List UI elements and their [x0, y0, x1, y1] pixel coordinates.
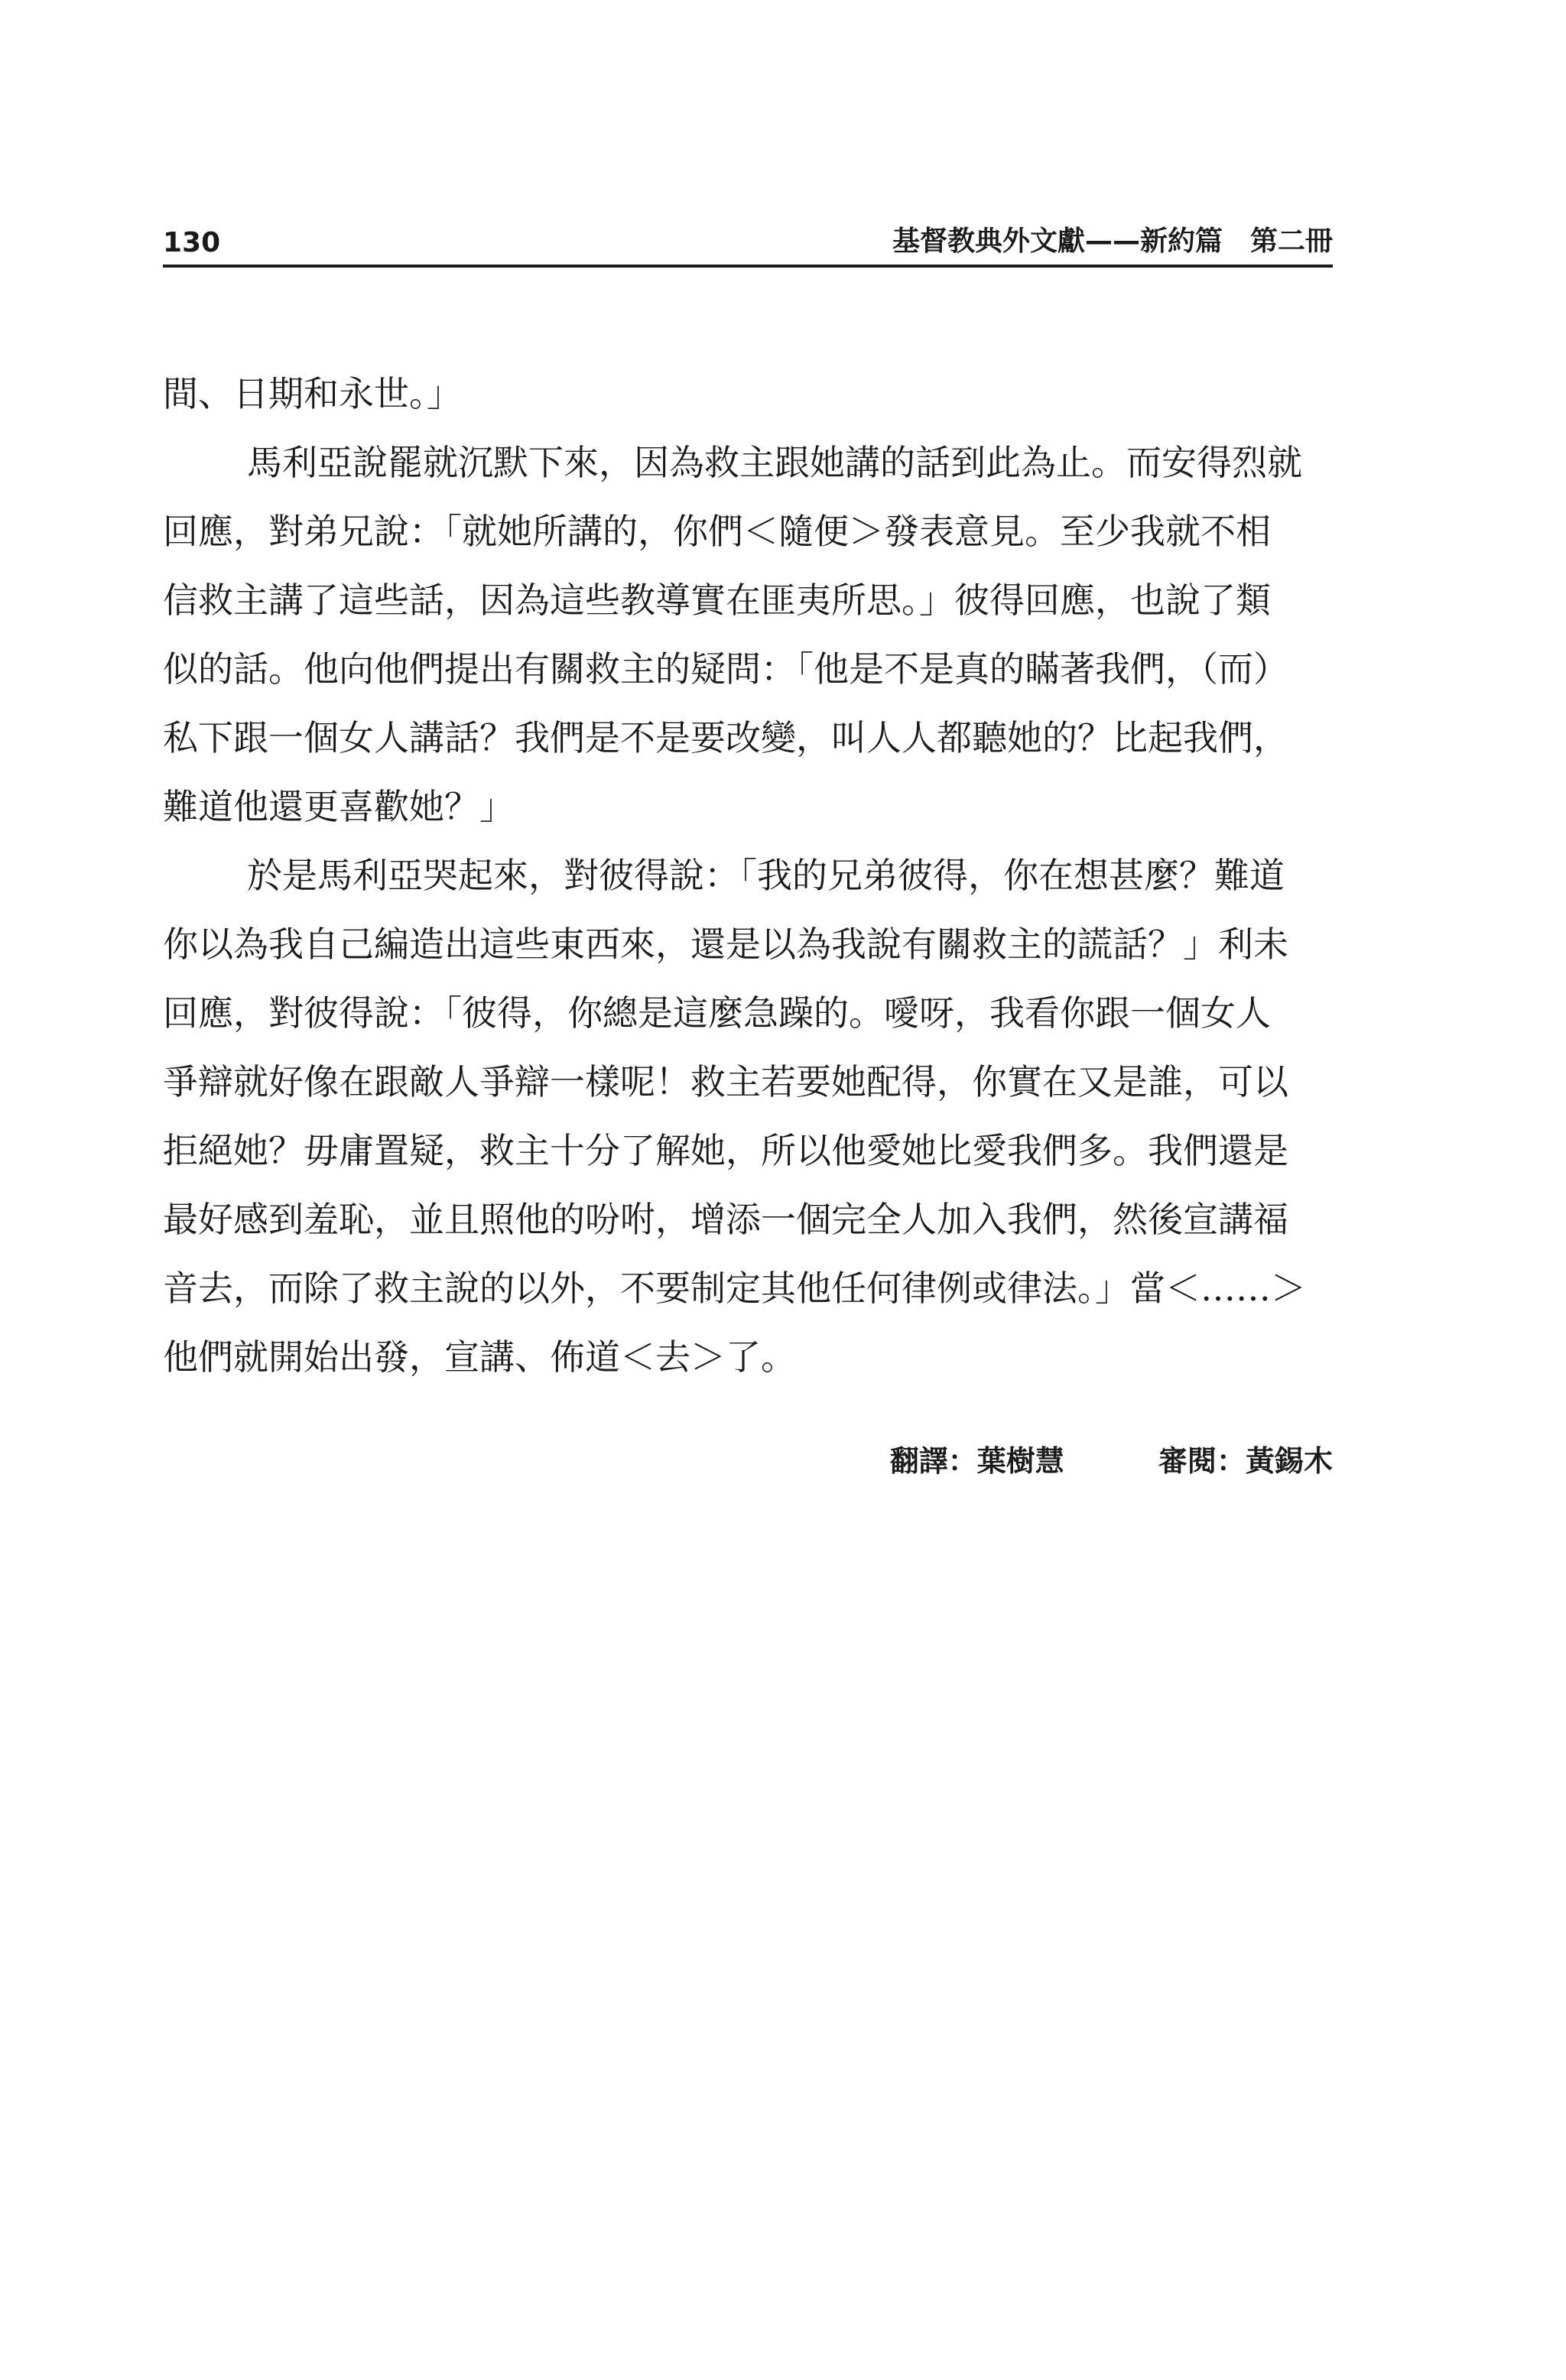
- text-line: 你以為我自己編造出這些東西來，還是以為我說有關救主的謊話？」利未: [163, 924, 1288, 965]
- text-line: 於是馬利亞哭起來，對彼得說：「我的兄弟彼得，你在想甚麼？難道: [247, 855, 1285, 896]
- text-line: 回應，對彼得說：「彼得，你總是這麼急躁的。噯呀，我看你跟一個女人: [163, 992, 1271, 1034]
- text-line: 音去，而除了救主說的以外，不要制定其他任何律例或律法。」當＜……＞: [163, 1268, 1306, 1309]
- page-number: 130: [163, 227, 221, 258]
- translator-credit: 翻譯：葉樹慧: [889, 1444, 1064, 1478]
- page-header: [163, 219, 1333, 268]
- body-text: [163, 359, 1333, 1391]
- text-line: 他們就開始出發，宣講、佈道＜去＞了。: [163, 1336, 796, 1378]
- text-line: 私下跟一個女人講話？我們是不是要改變，叫人人都聽她的？比起我們，: [163, 717, 1288, 758]
- text-line: 馬利亞說罷就沉默下來，因為救主跟她講的話到此為止。而安得烈就: [247, 442, 1302, 483]
- text-line: 拒絕她？毋庸置疑，救主十分了解她，所以他愛她比愛我們多。我們還是: [163, 1130, 1288, 1171]
- text-line: 難道他還更喜歡她？」: [163, 786, 515, 827]
- text-line: 回應，對弟兄說：「就她所講的，你們＜隨便＞發表意見。至少我就不相: [163, 511, 1271, 552]
- running-title: 基督教典外文獻——新約篇 第二冊: [892, 226, 1333, 257]
- text-line: 爭辯就好像在跟敵人爭辯一樣呢！救主若要她配得，你實在又是誰，可以: [163, 1061, 1288, 1102]
- text-line: 間、日期和永世。」: [163, 373, 462, 414]
- credits: [890, 1437, 1333, 1479]
- text-line: 信救主講了這些話，因為這些教導實在匪夷所思。」彼得回應，也說了類: [163, 580, 1271, 621]
- text-line: 似的話。他向他們提出有關救主的疑問：「他是不是真的瞞著我們，（而）: [163, 648, 1288, 690]
- reviewer-credit: 審閱：黃錫木: [1158, 1444, 1333, 1478]
- text-line: 最好感到羞恥，並且照他的吩咐，增添一個完全人加入我們，然後宣講福: [163, 1199, 1288, 1240]
